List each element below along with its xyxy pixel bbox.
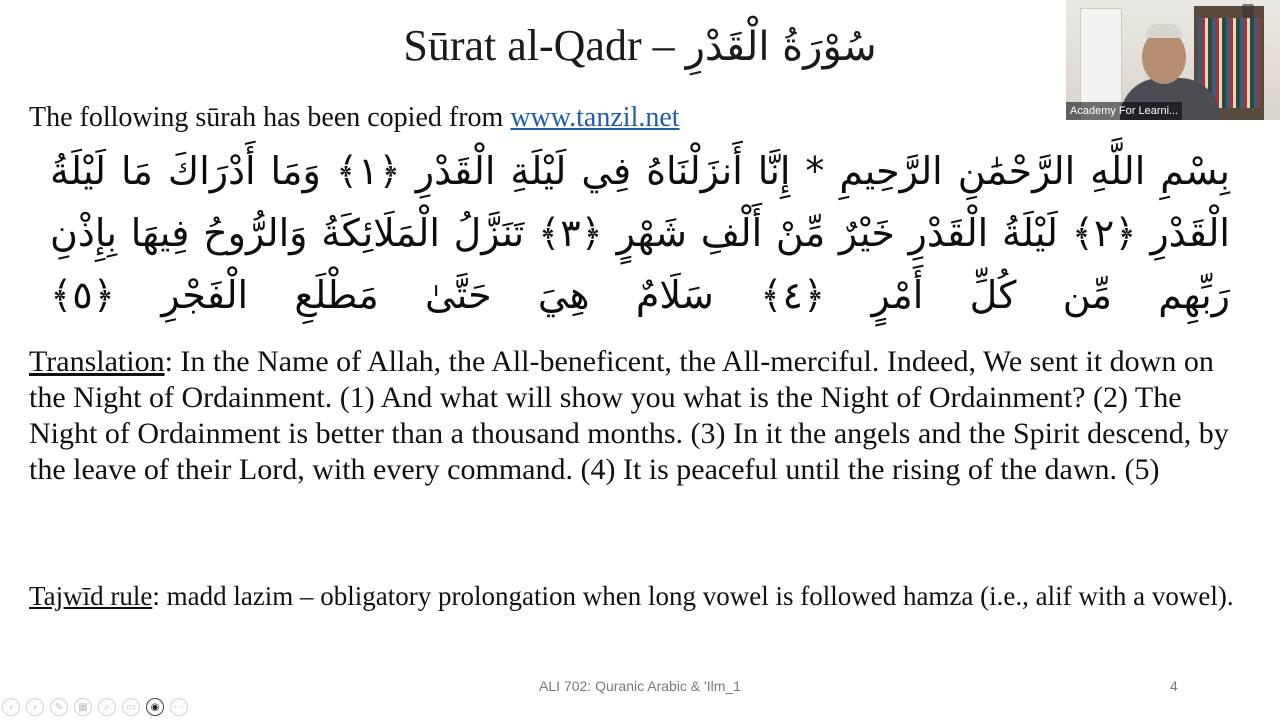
translation-text: : In the Name of Allah, the All-beneficent, the All-merciful. Indeed, We sent it down on the Night of Ordainment. (1) And what will show you what is the Night of Ordainment? (2) The Night of Ordainment is better than a thousand months. (3) In it the angels and the Spirit descend, by the leave of their Lord, with every command. (4) It is peaceful until the rising of the dawn. (5) <box>29 345 1229 486</box>
pen-icon[interactable]: ✎ <box>50 698 68 716</box>
source-line <box>29 100 680 136</box>
tajwid-label: Tajwīd rule <box>29 581 153 611</box>
tajwid-text: : madd lazim – obligatory prolongation when long vowel is followed hamza (i.e., alif with a vowel). <box>152 581 1234 611</box>
more-options-icon[interactable]: ⋯ <box>170 698 188 716</box>
participant-name-label: Academy For Learni... <box>1066 102 1182 120</box>
pin-icon <box>1242 4 1254 18</box>
footer-course-title: ALI 702: Quranic Arabic & 'Ilm_1 <box>539 678 741 694</box>
translation-label: Translation <box>29 345 165 378</box>
translation-paragraph <box>29 344 1244 488</box>
slide-page-number: 4 <box>1170 678 1178 694</box>
presentation-controls <box>2 698 188 716</box>
slides-grid-icon[interactable]: ▦ <box>74 698 92 716</box>
participant-video-thumbnail[interactable] <box>1066 0 1280 120</box>
tanzil-link[interactable]: www.tanzil.net <box>510 102 680 133</box>
zoom-icon[interactable]: ⌕ <box>98 698 116 716</box>
source-prefix: The following sūrah has been copied from <box>29 102 504 133</box>
camera-icon[interactable]: ◉ <box>146 698 164 716</box>
video-person-cap <box>1146 24 1182 38</box>
slide-title-arabic: سُوْرَةُ الْقَدْرِ <box>685 24 877 70</box>
slide-title-latin: Sūrat al-Qadr – <box>403 21 675 70</box>
arabic-surah-text: بِسْمِ اللَّهِ الرَّحْمَٰنِ الرَّحِيمِ * إِنَّا أَنزَلْنَاهُ فِي لَيْلَةِ الْقَدْرِ ﴿١﴾ وَمَا أَدْرَاكَ مَا لَيْلَةُ الْقَدْرِ ﴿٢﴾ لَيْلَةُ الْقَدْرِ خَيْرٌ مِّنْ أَلْفِ شَهْرٍ ﴿٣﴾ تَنَزَّلُ الْمَلَائِكَةُ وَالرُّوحُ فِيهَا بِإِذْنِ رَبِّهِم مِّن كُلِّ أَمْرٍ ﴿٤﴾ سَلَامٌ هِيَ حَتَّىٰ مَطْلَعِ الْفَجْرِ ﴿٥﴾ <box>50 149 1231 317</box>
video-person-head <box>1142 30 1186 84</box>
next-slide-icon[interactable]: › <box>26 698 44 716</box>
previous-slide-icon[interactable]: ‹ <box>2 698 20 716</box>
subtitles-icon[interactable]: ▭ <box>122 698 140 716</box>
tajwid-paragraph <box>29 580 1244 612</box>
